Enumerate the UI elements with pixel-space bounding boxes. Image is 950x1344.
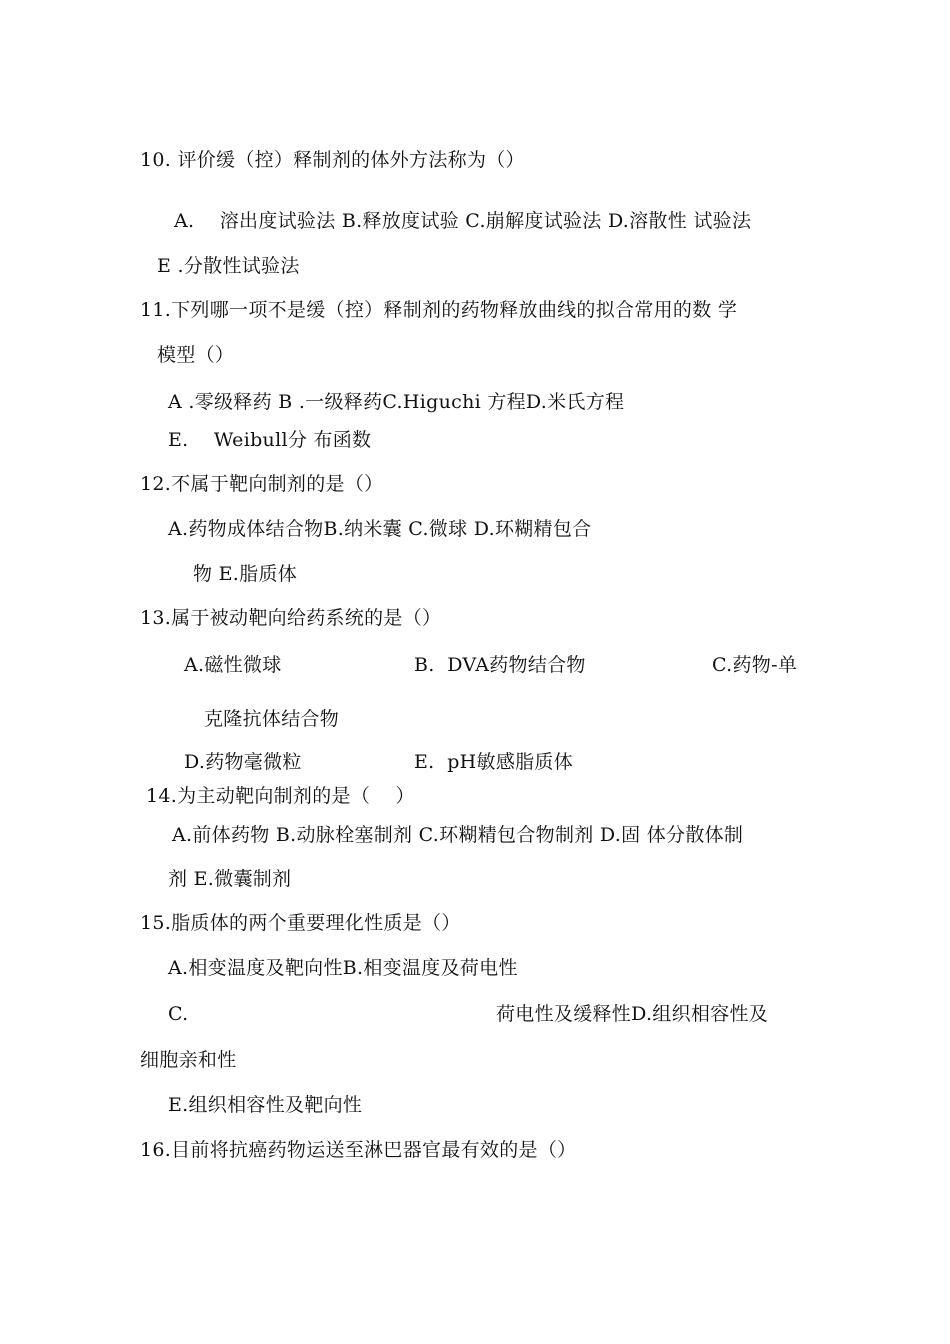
question-13-option-c-cont: 克隆抗体结合物 <box>204 708 340 730</box>
question-10-options-line-1: A. 溶出度试验法 B.释放度试验 C.崩解度试验法 D.溶散性 试验法 <box>174 210 752 232</box>
question-12-stem: 12.不属于靶向制剂的是（） <box>140 473 384 495</box>
question-11-options-line-2: E. Weibull分 布函数 <box>168 429 372 451</box>
question-11-options-line-1: A .零级释药 B .一级释药C.Higuchi 方程D.米氏方程 <box>168 391 625 413</box>
question-13-stem: 13.属于被动靶向给药系统的是（） <box>140 607 442 629</box>
question-13-option-e: E. pH敏感脂质体 <box>414 751 574 773</box>
question-13-option-d: D.药物毫微粒 <box>184 751 302 773</box>
question-13-option-b: B. DVA药物结合物 <box>414 654 586 676</box>
question-15-options-line-1: A.相变温度及靶向性B.相变温度及荷电性 <box>168 957 518 979</box>
question-15-stem: 15.脂质体的两个重要理化性质是（） <box>140 912 461 934</box>
question-10-stem: 10. 评价缓（控）释制剂的体外方法称为（） <box>140 149 525 171</box>
question-14-options-line-1: A.前体药物 B.动脉栓塞制剂 C.环糊精包合物制剂 D.固 体分散体制 <box>172 824 744 846</box>
question-10-options-line-2: E .分散性试验法 <box>157 255 300 277</box>
question-15-options-line-4: E.组织相容性及靶向性 <box>168 1094 363 1116</box>
question-13-option-a: A.磁性微球 <box>184 654 282 676</box>
question-15-option-c-text: 荷电性及缓释性D.组织相容性及 <box>496 1003 769 1025</box>
question-12-options-line-2: 物 E.脂质体 <box>193 563 298 585</box>
question-14-stem: 14.为主动靶向制剂的是（ ） <box>146 785 415 807</box>
question-16-stem: 16.目前将抗癌药物运送至淋巴器官最有效的是（） <box>140 1139 577 1161</box>
question-11-stem-cont: 模型（） <box>157 344 235 366</box>
question-15-option-c-label: C. <box>168 1003 189 1025</box>
question-15-options-line-3: 细胞亲和性 <box>140 1049 237 1071</box>
question-11-stem: 11.下列哪一项不是缓（控）释制剂的药物释放曲线的拟合常用的数 学 <box>140 299 738 321</box>
question-14-options-line-2: 剂 E.微囊制剂 <box>168 868 292 890</box>
question-12-options-line-1: A.药物成体结合物B.纳米囊 C.微球 D.环糊精包合 <box>168 518 592 540</box>
question-13-option-c: C.药物-单 <box>712 654 798 676</box>
